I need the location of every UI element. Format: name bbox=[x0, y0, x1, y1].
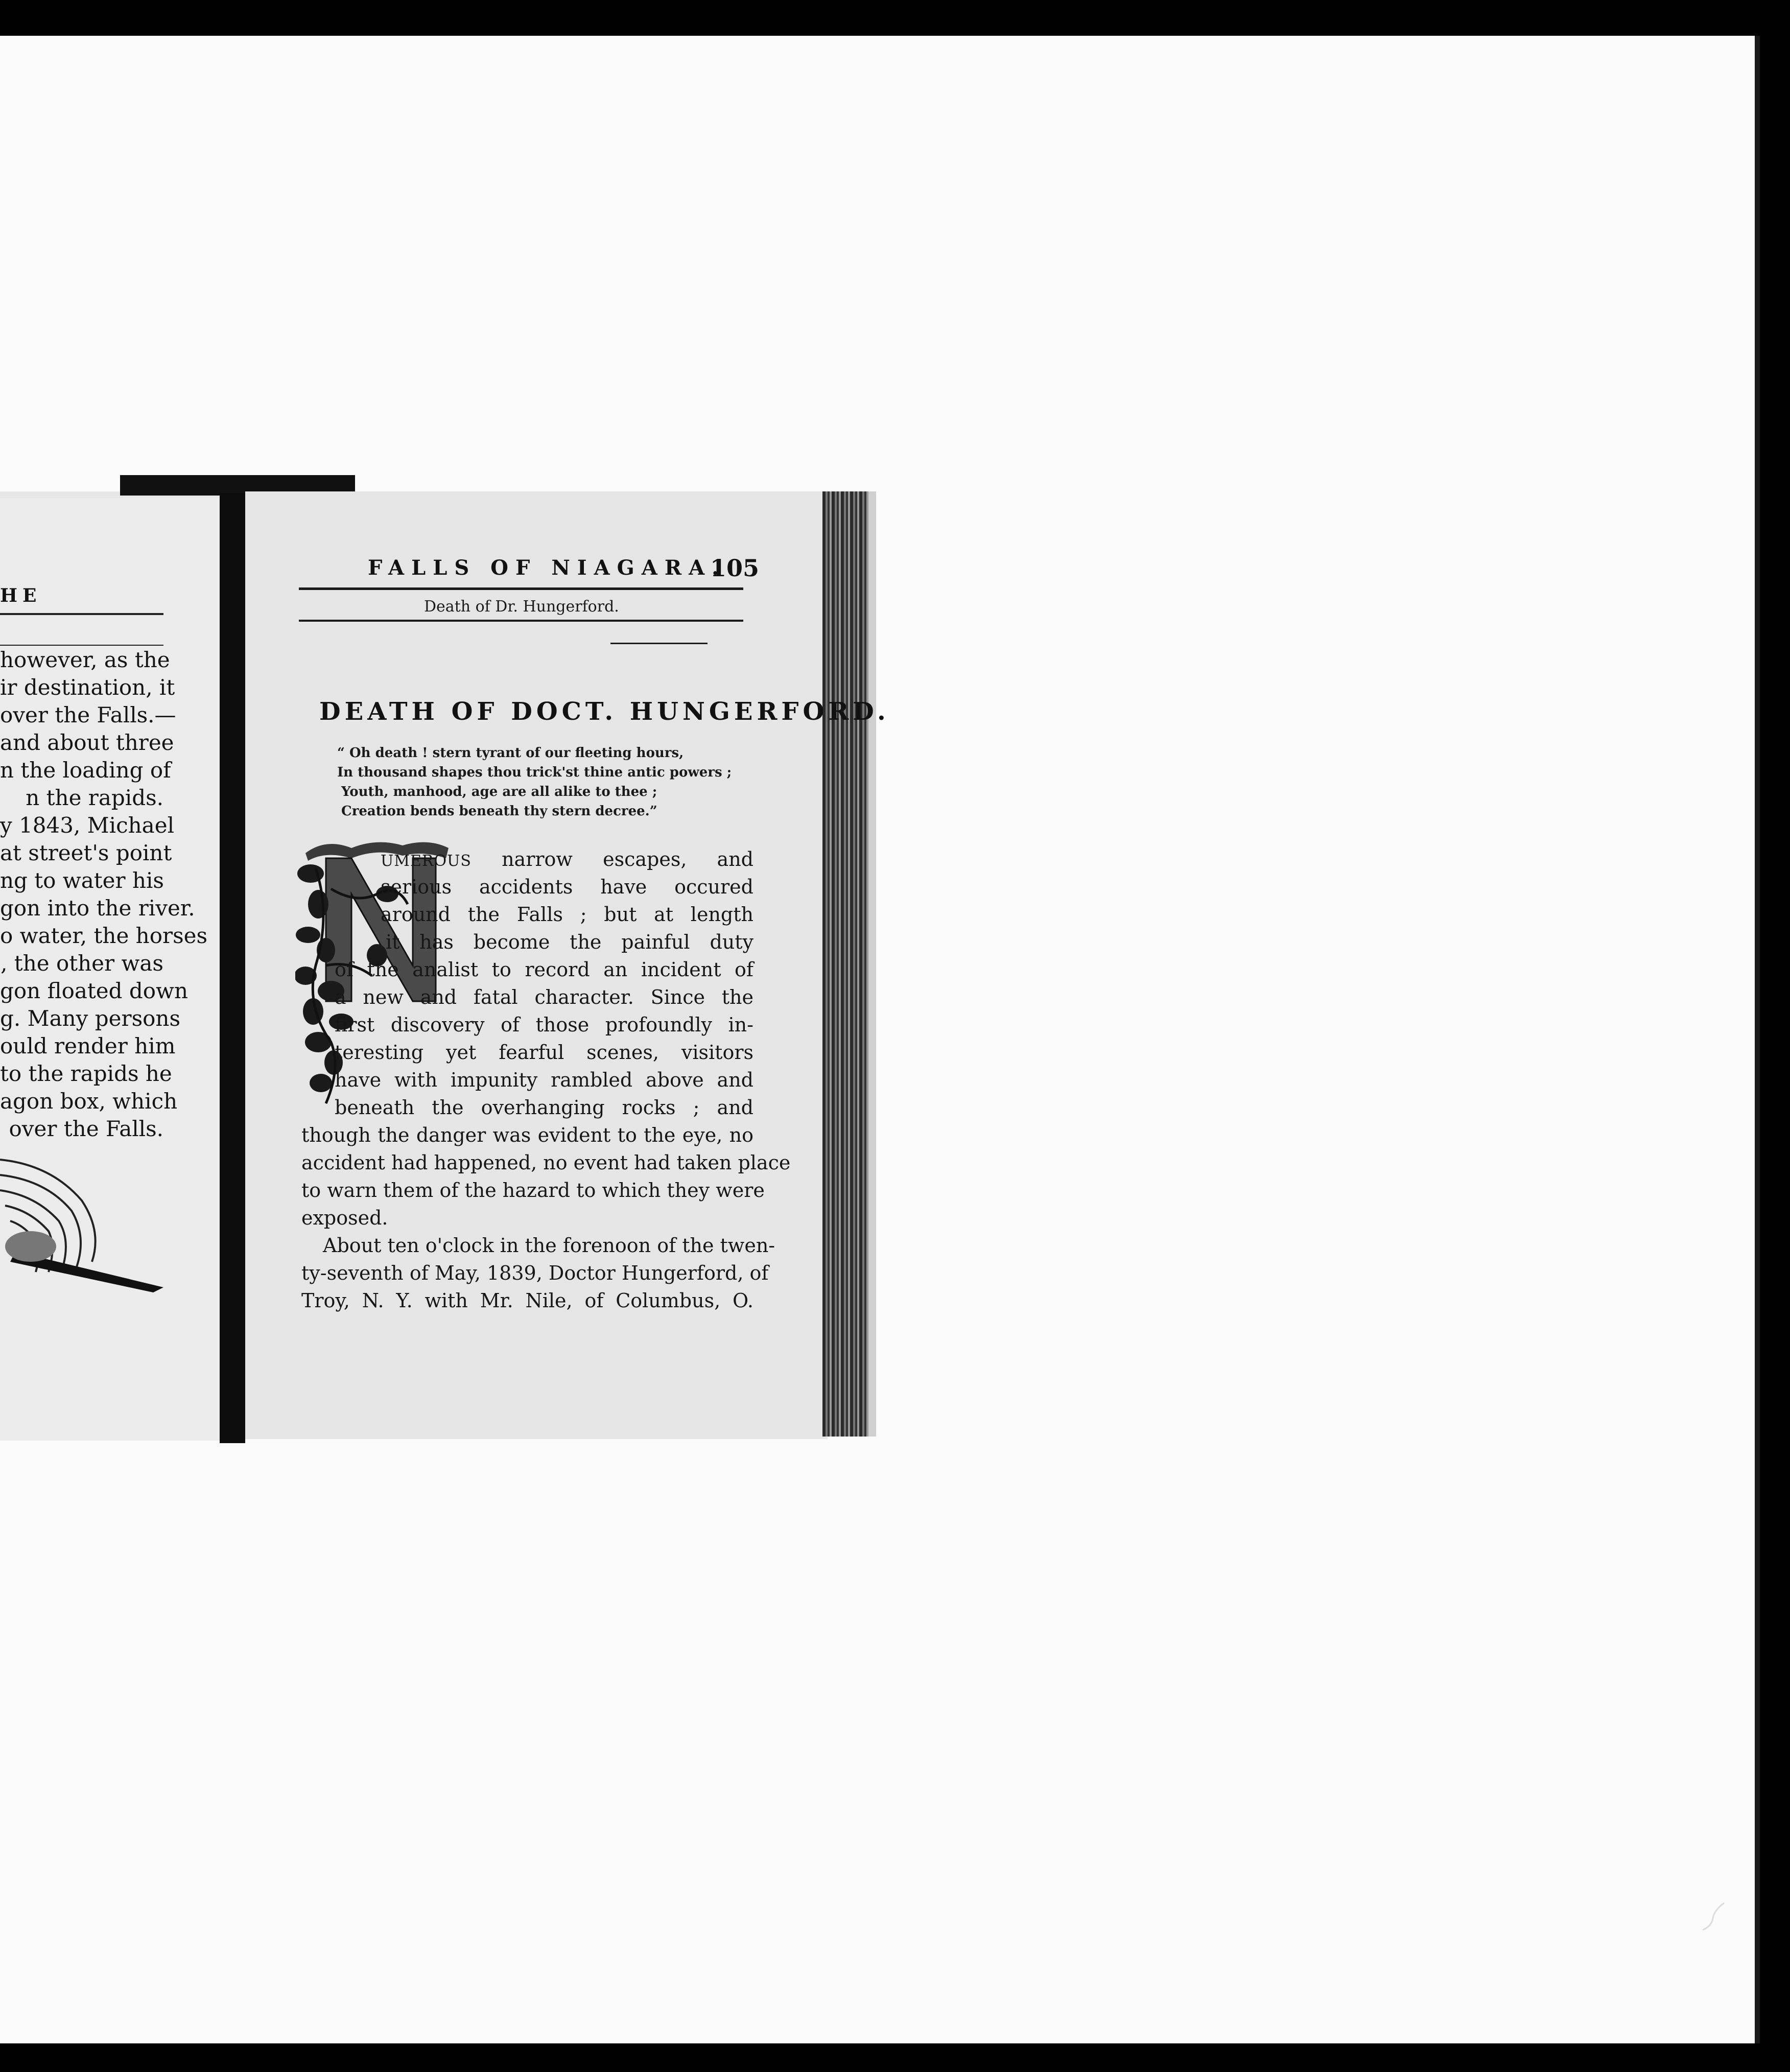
text-line: it has become the painful duty bbox=[386, 931, 753, 953]
text-line: have with impunity rambled above and bbox=[335, 1069, 753, 1091]
left-line: ir destination, it bbox=[0, 675, 175, 700]
text-line: though the danger was evident to the eye, no bbox=[301, 1124, 753, 1146]
text-fragment: narrow escapes, and bbox=[471, 848, 753, 870]
left-line: ould render him bbox=[0, 1033, 176, 1058]
text-line: a new and fatal character. Since the bbox=[335, 986, 753, 1008]
text-line: teresting yet fearful scenes, visitors bbox=[335, 1041, 753, 1064]
text-line: ty-seventh of May, 1839, Doctor Hungerford, of bbox=[301, 1262, 769, 1284]
text-line: around the Falls ; but at length bbox=[381, 903, 753, 926]
left-line: and about three bbox=[0, 730, 174, 755]
left-line: gon into the river. bbox=[0, 896, 195, 921]
left-line: y 1843, Michael bbox=[0, 813, 175, 838]
epigraph-line: “ Oh death ! stern tyrant of our fleeting hours, bbox=[337, 745, 684, 761]
text-line: of the analist to record an incident of bbox=[335, 958, 753, 981]
left-page-text bbox=[0, 646, 208, 1143]
text-line bbox=[381, 845, 753, 873]
chapter-title: DEATH OF DOCT. HUNGERFORD. bbox=[319, 697, 890, 726]
running-head: FALLS OF NIAGARA. bbox=[368, 556, 726, 580]
left-head-rule bbox=[0, 613, 163, 615]
text-line: Troy, N. Y. with Mr. Nile, of Columbus, O. bbox=[301, 1289, 753, 1312]
left-line: agon box, which bbox=[0, 1089, 178, 1114]
body-paragraphs bbox=[301, 1121, 791, 1314]
left-line: ng to water his bbox=[0, 868, 164, 893]
left-line: gon floated down bbox=[0, 978, 189, 1003]
epigraph-line: Creation bends beneath thy stern decree.” bbox=[341, 804, 657, 819]
left-line: , the other was bbox=[1, 951, 163, 976]
woodcut-illustration bbox=[0, 1144, 169, 1298]
left-line: at street's point bbox=[0, 840, 172, 865]
header-rule bbox=[299, 587, 743, 590]
left-line: over the Falls. bbox=[9, 1116, 163, 1141]
text-line: accident had happened, no event had taken place bbox=[301, 1151, 791, 1174]
left-line: g. Many persons bbox=[0, 1006, 181, 1031]
page-number: 105 bbox=[710, 554, 760, 582]
section-subhead: Death of Dr. Hungerford. bbox=[424, 598, 619, 616]
short-rule bbox=[610, 643, 708, 644]
text-line: serious accidents have occured bbox=[381, 876, 753, 898]
left-running-head: HE bbox=[0, 585, 42, 606]
page-outline bbox=[868, 491, 876, 1437]
left-line: to the rapids he bbox=[0, 1061, 172, 1086]
left-line: o water, the horses bbox=[0, 923, 208, 948]
text-line: exposed. bbox=[301, 1207, 388, 1229]
book-gutter bbox=[220, 493, 245, 1443]
film-scratch-mark bbox=[1699, 1900, 1729, 1931]
text-line: About ten o'clock in the forenoon of the twen- bbox=[323, 1234, 775, 1257]
epigraph-line: Youth, manhood, age are all alike to thee ; bbox=[341, 784, 657, 799]
left-head-rule-2 bbox=[0, 645, 163, 646]
left-line: over the Falls.— bbox=[0, 702, 176, 727]
frame-edge bbox=[1755, 36, 1760, 2043]
text-line: first discovery of those profoundly in- bbox=[335, 1014, 753, 1036]
epigraph-line: In thousand shapes thou trick'st thine antic powers ; bbox=[337, 765, 732, 780]
epigraph bbox=[337, 743, 732, 821]
text-line: beneath the overhanging rocks ; and bbox=[335, 1096, 753, 1119]
subhead-rule bbox=[299, 620, 743, 622]
small-caps-opening: UMEROUS bbox=[381, 852, 472, 870]
left-line: n the rapids. bbox=[26, 785, 163, 810]
left-line: n the loading of bbox=[0, 758, 171, 783]
text-line: to warn them of the hazard to which they were bbox=[301, 1179, 765, 1202]
left-line: however, as the bbox=[0, 647, 170, 672]
opening-paragraph-wrap bbox=[335, 845, 753, 1121]
